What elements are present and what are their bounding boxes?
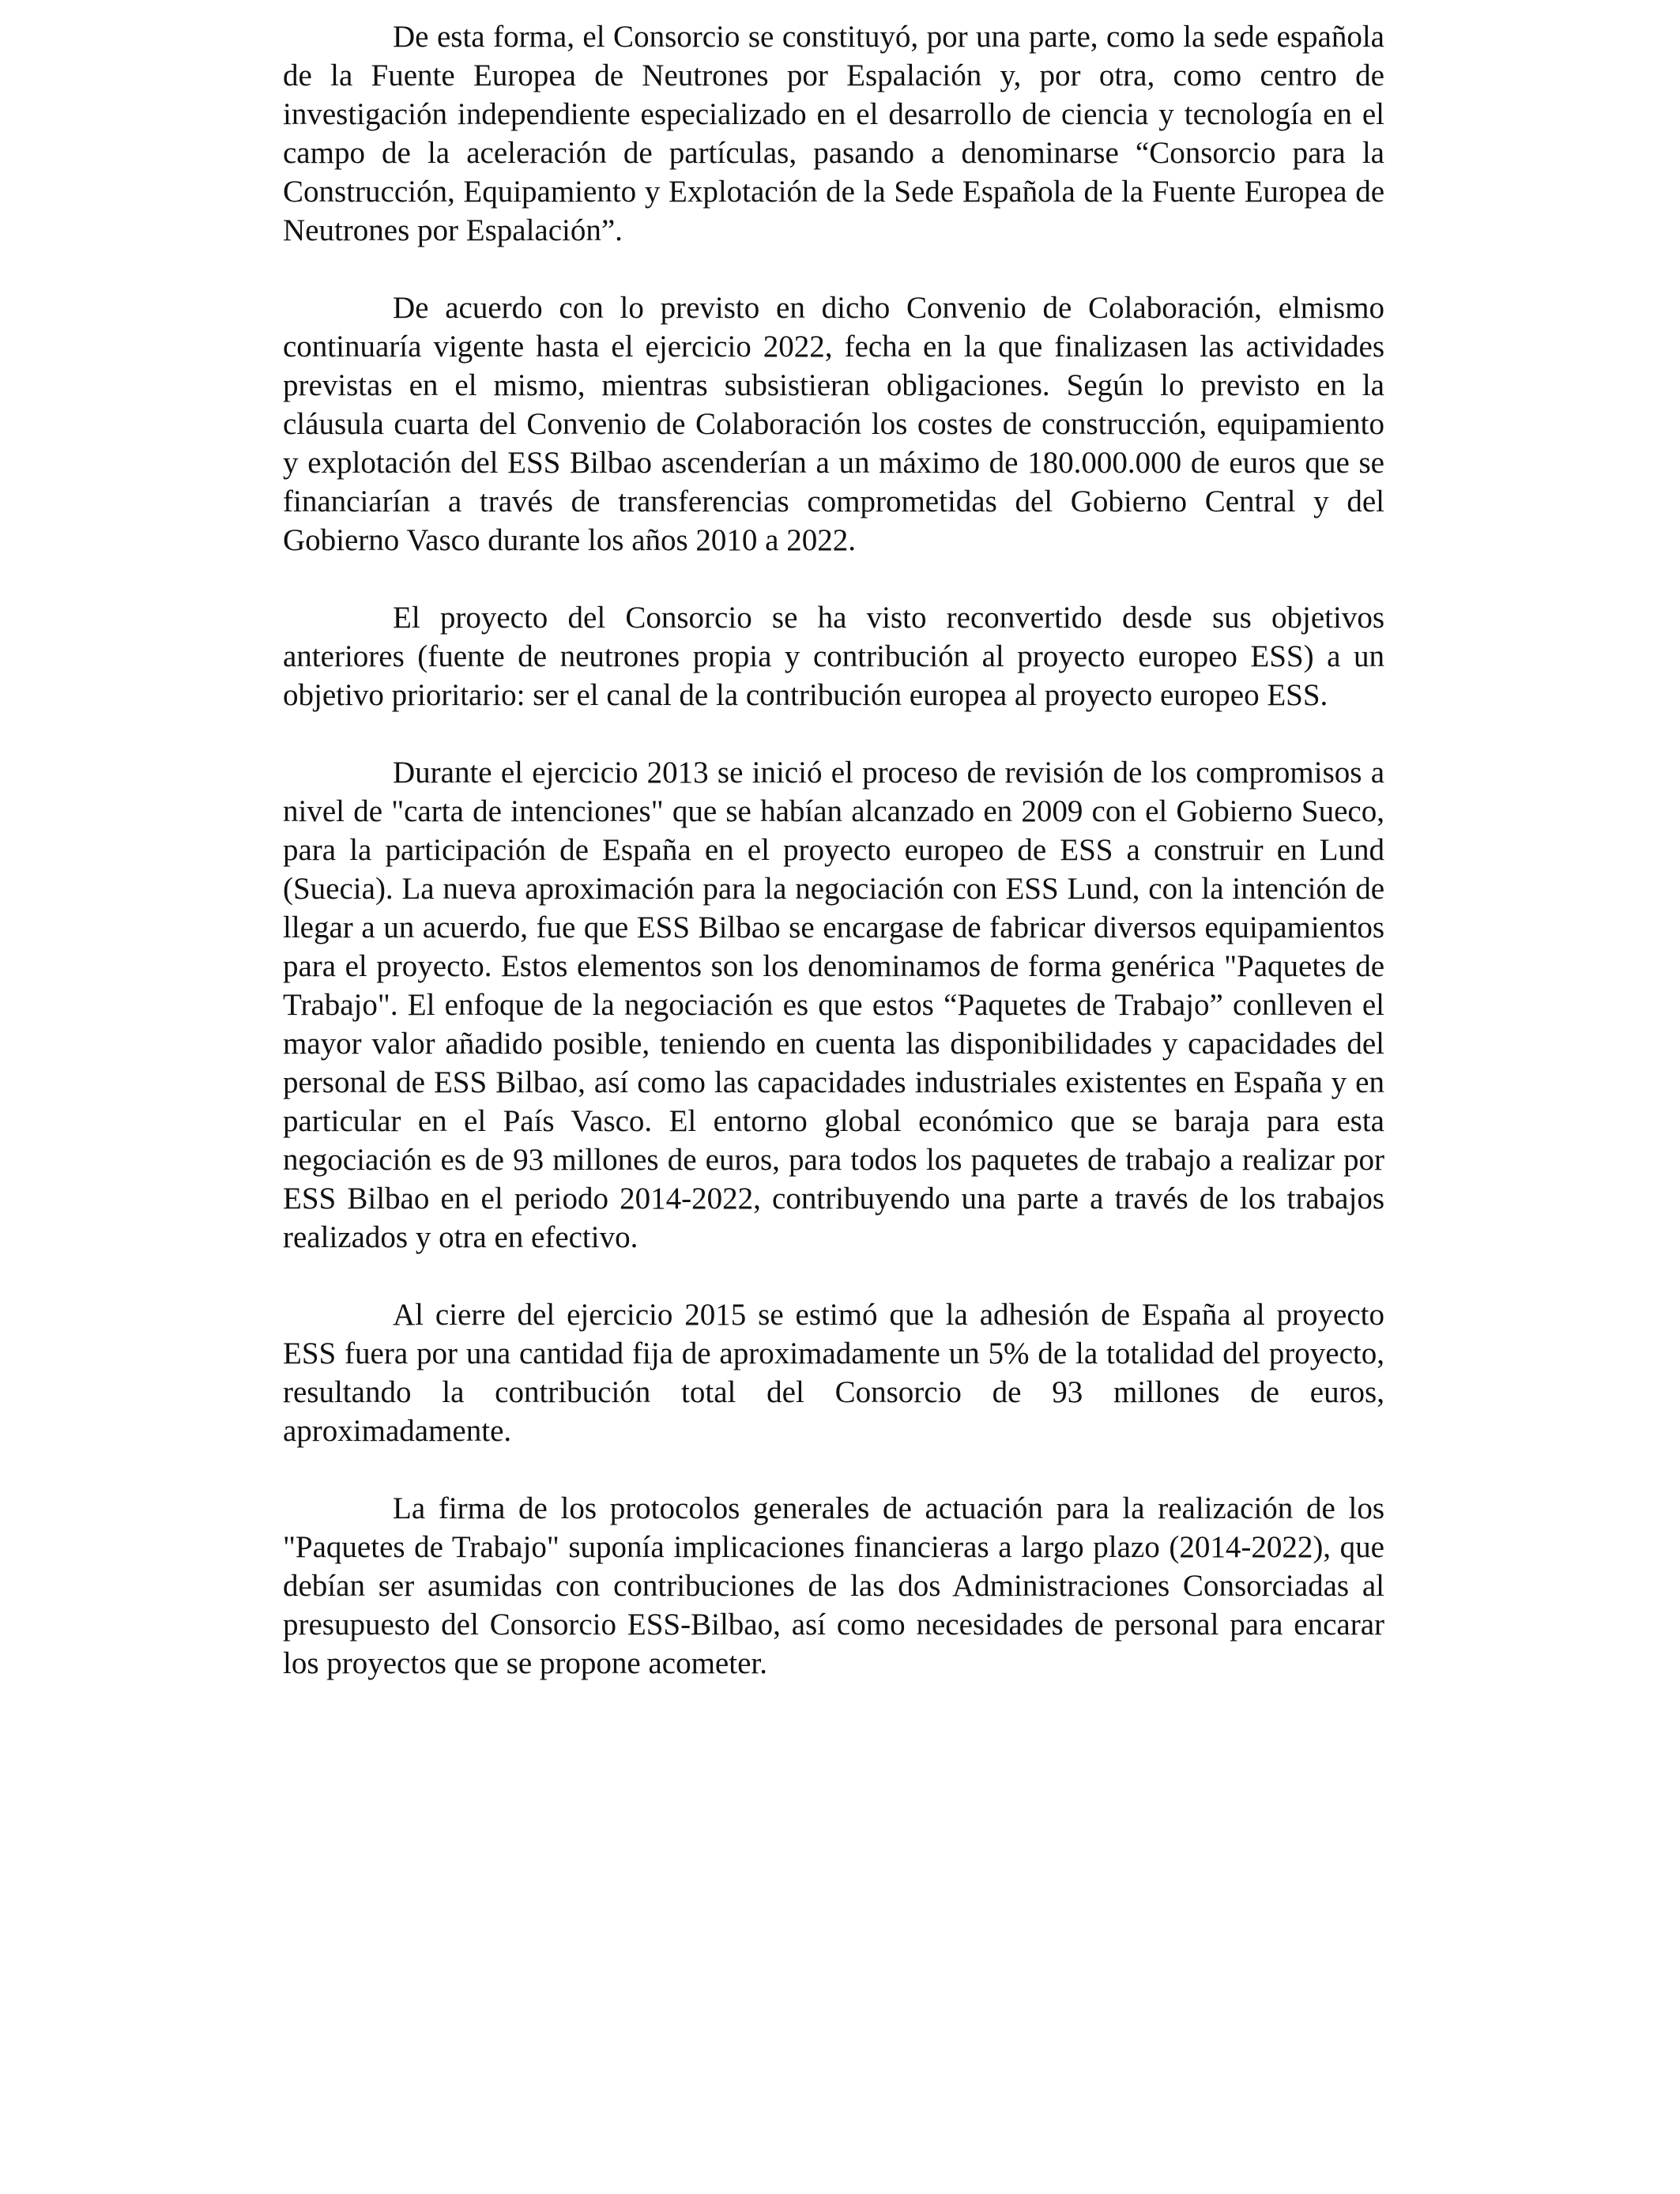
paragraph-protocolos-generales: La firma de los protocolos generales de actuación para la realización de los "Paquetes de Trabajo" suponía implicaciones financieras a largo plazo (2014-2022), que debían ser asumidas con contribuciones de las dos Administraciones Consorciadas al presupuesto del Consorcio ESS-Bilbao, así como necesidades de personal para encarar los proyectos que se propone acometer.: [283, 1491, 1384, 1680]
paragraph-ejercicio-2013: Durante el ejercicio 2013 se inició el proceso de revisión de los compromisos a nivel de "carta de intenciones" que se habían alcanzado en 2009 con el Gobierno Sueco, para la participación de España en el proyecto europeo de ESS a construir en Lund (Suecia). La nueva aproximación para la negociación con ESS Lund, con la intención de llegar a un acuerdo, fue que ESS Bilbao se encargase de fabricar diversos equipamientos para el proyecto. Estos elementos son los denominamos de forma genérica "Paquetes de Trabajo". El enfoque de la negociación es que estos “Paquetes de Trabajo” conlleven el mayor valor añadido posible, teniendo en cuenta las disponibilidades y capacidades del personal de ESS Bilbao, así como las capacidades industriales existentes en España y en particular en el País Vasco. El entorno global económico que se baraja para esta negociación es de 93 millones de euros, para todos los paquetes de trabajo a realizar por ESS Bilbao en el periodo 2014-2022, contribuyendo una parte a través de los trabajos realizados y otra en efectivo.: [283, 756, 1384, 1254]
paragraph-ejercicio-2015: Al cierre del ejercicio 2015 se estimó que la adhesión de España al proyecto ESS fuera por una cantidad fija de aproximadamente un 5% de la totalidad del proyecto, resultando la contribución total del Consorcio de 93 millones de euros, aproximadamente.: [283, 1298, 1384, 1448]
paragraph-consorcio-constitucion: De esta forma, el Consorcio se constituyó, por una parte, como la sede española de la Fuente Europea de Neutrones por Espalación y, por otra, como centro de investigación independiente especializado en el desarrollo de ciencia y tecnología en el campo de la aceleración de partículas, pasando a denominarse “Consorcio para la Construcción, Equipamiento y Explotación de la Sede Española de la Fuente Europea de Neutrones por Espalación”.: [283, 20, 1384, 247]
paragraph-convenio-colaboracion: De acuerdo con lo previsto en dicho Convenio de Colaboración, elmismo continuaría vigente hasta el ejercicio 2022, fecha en la que finalizasen las actividades previstas en el mismo, mientras subsistieran obligaciones. Según lo previsto en la cláusula cuarta del Convenio de Colaboración los costes de construcción, equipamiento y explotación del ESS Bilbao ascenderían a un máximo de 180.000.000 de euros que se financiarían a través de transferencias comprometidas del Gobierno Central y del Gobierno Vasco durante los años 2010 a 2022.: [283, 291, 1384, 557]
document-body: [283, 17, 1384, 1721]
paragraph-proyecto-reconvertido: El proyecto del Consorcio se ha visto reconvertido desde sus objetivos anteriores (fuente de neutrones propia y contribución al proyecto europeo ESS) a un objetivo prioritario: ser el canal de la contribución europea al proyecto europeo ESS.: [283, 601, 1384, 712]
